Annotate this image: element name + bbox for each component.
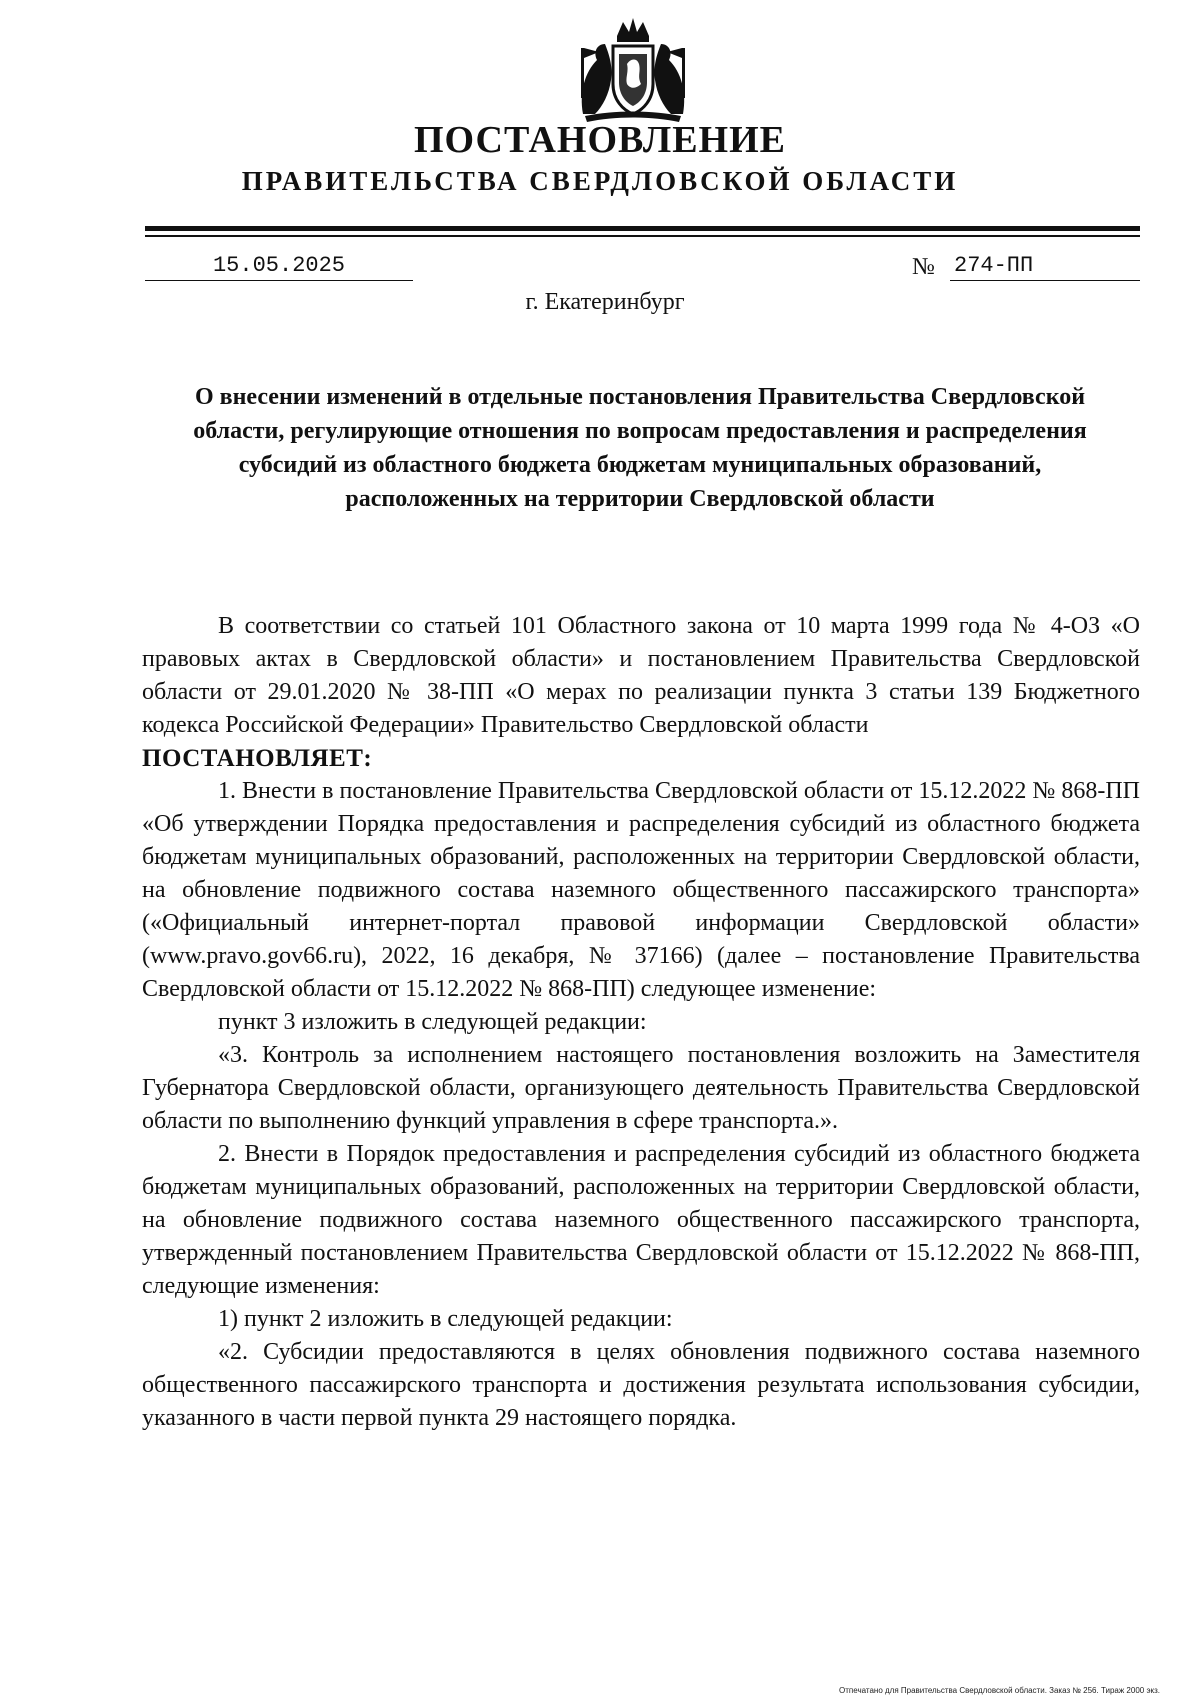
document-heading: О внесении изменений в отдельные постановления Правительства Свердловской области, регулирующие отношения по вопросам предоставления и распределения субсидий из областного бюджета бюджетам муниципальных образований, расположенных на территории Свердловской области: [193, 384, 1087, 512]
document-title: ПОСТАНОВЛЕНИЕ: [413, 119, 787, 161]
preamble-paragraph: В соответствии со статьей 101 Областного закона от 10 марта 1999 года № 4-ОЗ «О правовых актах в Свердловской области» и постановлением Правительства Свердловской области от 29.01.2020 № 38-ПП «О мерах по реализации пункта 3 статьи 139 Бюджетного кодекса Российской Федерации» Правительство Свердловской области: [142, 613, 1140, 738]
document-subtitle: ПРАВИТЕЛЬСТВА СВЕРДЛОВСКОЙ ОБЛАСТИ: [241, 166, 959, 196]
number-sign: №: [912, 254, 935, 280]
paragraph-2: 2. Внести в Порядок предоставления и распределения субсидий из областного бюджета бюджетам муниципальных образований, расположенных на территории Свердловской области, на обновление подвижного состава наземного общественного пассажирского транспорта, утвержденный постановлением Правительства Свердловской области от 15.12.2022 № 868-ПП, следующие изменения:: [142, 1141, 1140, 1299]
document-body: [142, 610, 1140, 1435]
document-date: 15.05.2025: [145, 253, 413, 281]
paragraph-2-item: 1) пункт 2 изложить в следующей редакции:: [218, 1306, 673, 1332]
coat-of-arms-icon: [575, 14, 691, 126]
print-footer: Отпечатано для Правительства Свердловской области. Заказ № 256. Тираж 2000 экз.: [839, 1686, 1160, 1695]
resolve-label: ПОСТАНОВЛЯЕТ:: [142, 745, 373, 772]
paragraph-1-quote: «3. Контроль за исполнением настоящего постановления возложить на Заместителя Губернатора Свердловской области, организующего деятельность Правительства Свердловской области по выполнению функций управления в сфере транспорта.».: [142, 1042, 1140, 1134]
header-divider-thick: [145, 226, 1140, 231]
header-divider-thin: [145, 235, 1140, 237]
document-number: 274-ПП: [950, 253, 1140, 281]
paragraph-2-quote: «2. Субсидии предоставляются в целях обновления подвижного состава наземного общественного пассажирского транспорта и достижения результата использования субсидии, указанного в части первой пункта 29 настоящего порядка.: [142, 1339, 1140, 1431]
paragraph-1-item: пункт 3 изложить в следующей редакции:: [218, 1009, 647, 1035]
paragraph-1: 1. Внести в постановление Правительства Свердловской области от 15.12.2022 № 868-ПП «Об утверждении Порядка предоставления и распределения субсидий из областного бюджета бюджетам муниципальных образований, расположенных на территории Свердловской области, на обновление подвижного состава наземного общественного пассажирского транспорта» («Официальный интернет-портал правовой информации Свердловской области» (www.pravo.gov66.ru), 2022, 16 декабря, № 37166) (далее – постановление Правительства Свердловской области от 15.12.2022 № 868-ПП) следующее изменение:: [142, 778, 1140, 1002]
document-city: г. Екатеринбург: [525, 289, 685, 315]
